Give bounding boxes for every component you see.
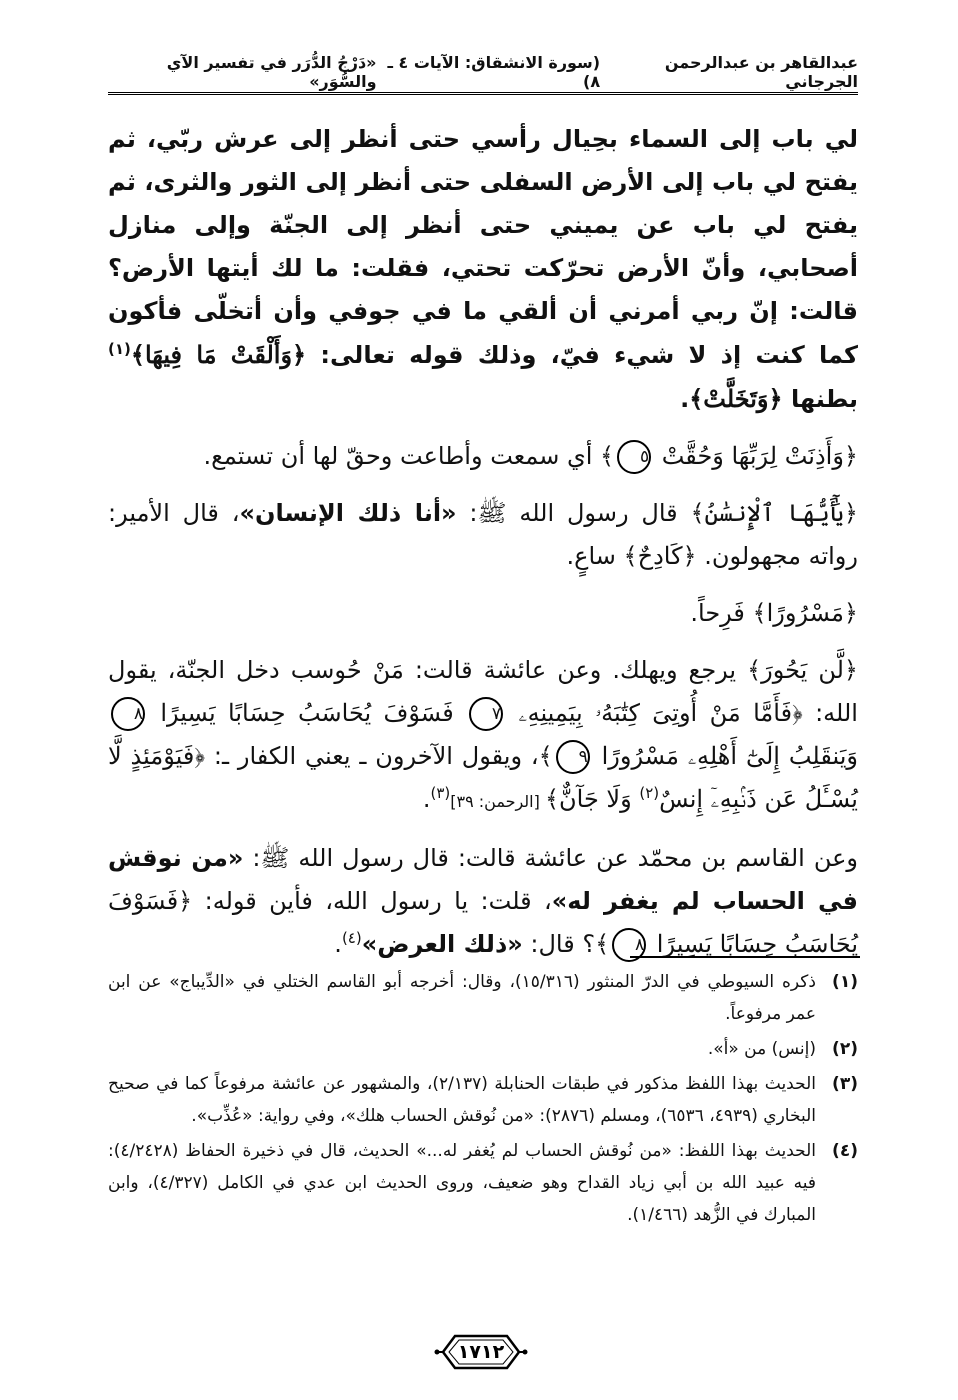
- quran-bracket: ﴾: [595, 930, 610, 958]
- hadith-quote: «أنا ذلك الإنسان»: [239, 499, 457, 527]
- quran-quote: ﴿لَّن يَحُورَ﴾: [747, 656, 858, 684]
- commentary-text: ؟ قال:: [522, 930, 596, 958]
- quran-quote: ﴿فَسَوْفَ يُحَاسَبُ حِسَابًا يَسِيرًا: [108, 887, 858, 958]
- paragraph-4: [108, 592, 858, 635]
- footnote-item: [108, 1135, 858, 1231]
- commentary-text: وعن القاسم بن محمّد عن عائشة قالت: قال رسول الله ﷺ:: [243, 844, 858, 872]
- paragraph-6: [108, 837, 858, 966]
- commentary-text: ، قلت: يا رسول الله، فأين قوله:: [192, 887, 552, 915]
- quran-quote: وَلَا جَآنٌّ﴾: [544, 785, 640, 813]
- footnote-number: (١): [832, 972, 858, 992]
- footnote-number: (٣): [832, 1074, 858, 1094]
- punctuation: .: [334, 930, 342, 958]
- commentary-text: يرجع ويهلك. وعن عائشة قالت: مَنْ حُوسب دخل الجنّة، يقول الله:: [108, 656, 858, 727]
- header-book-title: «دَرْجُ الدُّرَر في تفسير الآي والسُّوَر»: [166, 53, 377, 91]
- commentary-text: ، قال الأمير: رواته مجهولون.: [108, 499, 858, 570]
- paragraph-3: [108, 492, 858, 578]
- footnote-ref-4[interactable]: (٤): [341, 929, 362, 947]
- footnotes: [108, 966, 858, 1234]
- quran-quote: ﴿وَأَذِنَتْ لِرَبِّهَا وَحُقَّتْ: [661, 442, 858, 470]
- page-number-ornament: [433, 1330, 529, 1374]
- footnote-ref-1[interactable]: (١): [108, 340, 131, 358]
- page-number: ١٧١٢: [457, 1341, 505, 1363]
- footnote-item: [108, 1033, 858, 1065]
- surah-reference: [الرحمن: ٣٩]: [450, 792, 545, 811]
- footnote-text: الحديث بهذا اللفظ: «من نُوقش الحساب لم يُغفر له...» الحديث، قال في ذخيرة الحفاظ (٤/٢٤٢٨): فيه عبيد الله بن أبي زياد القداح وهو ضعيف، وروى الحديث ابن عدي في الكامل (٤/٣٢٧)، وابن المبارك في الزُّهد (١/٤٦٦).: [108, 1141, 816, 1225]
- quran-quote: ﴿فَأَمَّا مَنْ أُوتِىَ كِتَٰبَهُۥ بِيَمِينِهِۦ: [518, 699, 803, 727]
- footnote-item: [108, 1068, 858, 1132]
- header-author: عبدالقاهر بن عبدالرحمن الجرجاني: [664, 53, 858, 91]
- main-text: [108, 118, 858, 966]
- paragraph-5: [108, 649, 858, 823]
- footnote-text: الحديث بهذا اللفظ مذكور في طبقات الحنابلة (٢/١٣٧)، والمشهور عن عائشة مرفوعاً كما في صحيح البخاري (٤٩٣٩، ٦٥٣٦)، ومسلم (٢٨٧٦): «من نُوقش الحساب هلك»، وفي رواية: «عُذِّب».: [108, 1074, 816, 1126]
- paragraph-1: [108, 118, 858, 421]
- quran-quote: ﴿وَأَلْقَتْ مَا فِيهَا﴾: [130, 340, 307, 369]
- paragraph-2: [108, 435, 858, 478]
- quran-bracket: ﴾: [538, 742, 553, 770]
- ayah-number-marker: ٨: [612, 928, 646, 962]
- commentary-text: ، ويقول الآخرون ـ يعني الكفار ـ:: [205, 742, 539, 770]
- paragraph-1-text: لي باب إلى السماء بحِيال رأسي حتى أنظر إلى عرش ربّي، ثم يفتح لي باب إلى الأرض السفلى حتى أنظر إلى الثور والثرى، ثم يفتح لي باب عن يميني حتى أنظر إلى الجنّة وإلى منازل أصحابي، وأنّ الأرض تحرّكت تحتي، فقلت: ما لك أيتها الأرض؟ قالت: إنّ ربي أمرني أن ألقي ما في جوفي وأن أتخلّى فأكون كما كنت إذ لا شيء فيّ، وذلك قوله تعالى:: [108, 125, 859, 369]
- commentary-text: فَرِحاً.: [690, 599, 753, 627]
- ayah-number-marker: ٧: [469, 697, 503, 731]
- gloss-text: بطنها: [782, 385, 858, 413]
- footnote-text: ذكره السيوطي في الدرّ المنثور (١٥/٣١٦)، وقال: أخرجه أبو القاسم الختلي في «الدِّيباج» عن ابن عمر مرفوعاً.: [108, 972, 816, 1024]
- hadith-quote: «من نوقش في الحساب لم يغفر له»: [108, 844, 859, 915]
- footnote-item: [108, 966, 858, 1030]
- header-divider: [108, 92, 858, 95]
- punctuation: .: [680, 385, 690, 413]
- footnote-divider: [630, 956, 860, 958]
- footnote-number: (٢): [832, 1039, 858, 1059]
- commentary-text: ساعٍ.: [566, 542, 624, 570]
- ayah-number-marker: ٨: [111, 697, 145, 731]
- commentary-text: أي سمعت وأطاعت وحقّ لها أن تستمع.: [203, 442, 601, 470]
- footnote-text: (إنس) من «أ».: [707, 1039, 816, 1059]
- quran-quote: ﴿فَيَوْمَئِذٍ لَّا يُسْـَٔلُ عَن ذَنۢبِهِۦٓ إِنسٌ: [108, 742, 858, 813]
- quran-quote: ﴿وَتَخَلَّتْ﴾: [689, 384, 783, 413]
- footnote-ref-2[interactable]: (٢): [639, 784, 660, 802]
- ayah-number-marker: ٥: [617, 440, 651, 474]
- quran-quote: ﴿مَسْرُورًا﴾: [752, 599, 858, 627]
- footnote-number: (٤): [832, 1141, 858, 1161]
- hadith-quote: «ذلك العرض»: [361, 930, 523, 958]
- quran-quote: وَيَنقَلِبُ إِلَىٰٓ أَهْلِهِۦ مَسْرُورًا: [601, 742, 858, 770]
- quran-quote: ﴿كَادِحٌ﴾: [623, 542, 697, 570]
- header-surah: (سورة الانشقاق: الآيات ٤ ـ ٨): [387, 53, 601, 91]
- quran-bracket: ﴾: [600, 442, 615, 470]
- commentary-text: قال رسول الله ﷺ:: [456, 499, 691, 527]
- quran-quote: فَسَوْفَ يُحَاسَبُ حِسَابًا يَسِيرًا: [160, 699, 467, 727]
- punctuation: .: [422, 785, 431, 813]
- running-header: [108, 54, 858, 90]
- ayah-number-marker: ٩: [556, 740, 590, 774]
- footnote-ref-3[interactable]: (٣): [430, 784, 451, 802]
- quran-quote: ﴿يَٰٓأَيُّهَا ٱلْإِنسَٰنُ﴾: [690, 499, 858, 527]
